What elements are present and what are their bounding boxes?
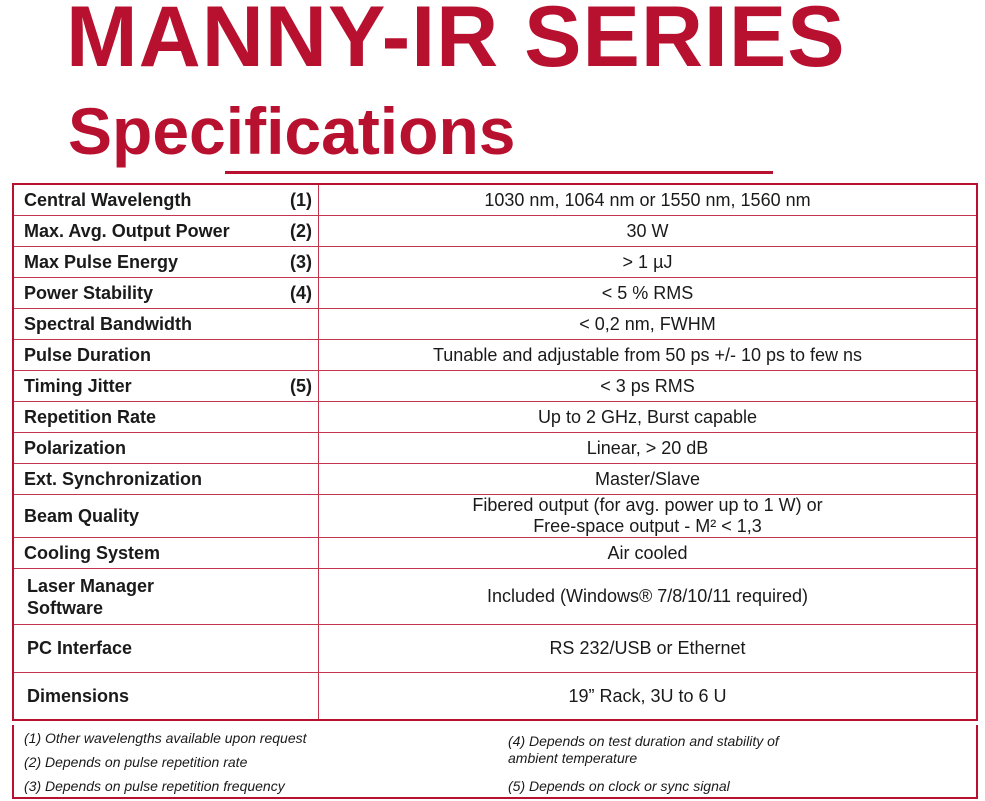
spec-value-line: Free-space output - M² < 1,3	[533, 516, 762, 536]
footnote: (1) Other wavelengths available upon request	[24, 730, 307, 746]
footnote: (5) Depends on clock or sync signal	[508, 778, 730, 794]
spec-label-cell	[13, 433, 319, 464]
table-row	[13, 538, 977, 569]
footnote-line: ambient temperature	[508, 750, 638, 766]
spec-value: < 5 % RMS	[319, 278, 978, 309]
spec-label-cell	[13, 625, 319, 673]
spec-value	[319, 495, 978, 538]
spec-value: 19” Rack, 3U to 6 U	[319, 673, 978, 721]
table-row	[13, 569, 977, 625]
spec-label: Pulse Duration	[24, 344, 152, 365]
page-subtitle: Specifications	[68, 94, 516, 168]
footnote	[508, 733, 848, 767]
spec-label-line: Laser Manager	[27, 575, 155, 596]
page-title: MANNY-IR SERIES	[66, 0, 846, 85]
footnote: (3) Depends on pulse repetition frequency	[24, 778, 285, 794]
spec-label: Max Pulse Energy	[24, 251, 179, 272]
spec-label-cell	[13, 309, 319, 340]
spec-label: Max. Avg. Output Power	[24, 220, 230, 241]
table-row	[13, 216, 977, 247]
spec-label: Repetition Rate	[24, 406, 157, 427]
footnote-ref: (2)	[290, 220, 312, 241]
spec-value: < 3 ps RMS	[319, 371, 978, 402]
spec-value: 1030 nm, 1064 nm or 1550 nm, 1560 nm	[319, 184, 978, 216]
spec-label-cell	[13, 569, 319, 625]
spec-label: Timing Jitter	[24, 375, 132, 396]
spec-label: PC Interface	[27, 638, 133, 658]
footnotes-box	[12, 725, 978, 799]
spec-label-cell	[13, 184, 319, 216]
footnote-ref: (5)	[290, 375, 312, 396]
table-row	[13, 625, 977, 673]
table-row	[13, 247, 977, 278]
spec-value: Included (Windows® 7/8/10/11 required)	[319, 569, 978, 625]
spec-value: Air cooled	[319, 538, 978, 569]
spec-value: Tunable and adjustable from 50 ps +/- 10 ps to few ns	[319, 340, 978, 371]
spec-label-cell	[13, 673, 319, 721]
spec-label-cell	[13, 216, 319, 247]
spec-label: Power Stability	[24, 282, 154, 303]
footnote-ref: (4)	[290, 282, 312, 303]
spec-label-cell	[13, 340, 319, 371]
spec-label: Cooling System	[24, 542, 161, 563]
spec-label-cell	[13, 247, 319, 278]
spec-label: Dimensions	[27, 685, 130, 706]
spec-value: Up to 2 GHz, Burst capable	[319, 402, 978, 433]
spec-value: < 0,2 nm, FWHM	[319, 309, 978, 340]
spec-label-cell	[13, 538, 319, 569]
table-row	[13, 278, 977, 309]
spec-value-line: Fibered output (for avg. power up to 1 W) or	[472, 495, 823, 515]
footnote-ref: (3)	[290, 251, 312, 272]
spec-value: > 1 µJ	[319, 247, 978, 278]
table-row	[13, 184, 977, 216]
spec-label: Beam Quality	[24, 505, 140, 526]
table-row	[13, 433, 977, 464]
spec-label: Ext. Synchronization	[24, 468, 203, 489]
spec-label-line: Software	[27, 597, 104, 618]
table-row	[13, 402, 977, 433]
spec-label-cell	[13, 495, 319, 538]
footnote-line: (4) Depends on test duration and stability of	[508, 733, 779, 749]
spec-label: Central Wavelength	[24, 189, 192, 210]
table-row	[13, 340, 977, 371]
spec-label-cell	[13, 371, 319, 402]
table-row	[13, 371, 977, 402]
spec-label-cell	[13, 464, 319, 495]
footnote: (2) Depends on pulse repetition rate	[24, 754, 248, 770]
spec-value: RS 232/USB or Ethernet	[319, 625, 978, 673]
spec-value: Linear, > 20 dB	[319, 433, 978, 464]
specifications-table	[12, 183, 978, 721]
spec-value: Master/Slave	[319, 464, 978, 495]
spec-label-cell	[13, 278, 319, 309]
spec-label: Polarization	[24, 437, 127, 458]
table-row	[13, 464, 977, 495]
footnote-ref: (1)	[290, 189, 312, 210]
spec-label: Spectral Bandwidth	[24, 313, 193, 334]
spec-label-cell	[13, 402, 319, 433]
table-row	[13, 495, 977, 538]
title-underline	[225, 171, 773, 174]
table-row	[13, 309, 977, 340]
table-row	[13, 673, 977, 721]
spec-value: 30 W	[319, 216, 978, 247]
